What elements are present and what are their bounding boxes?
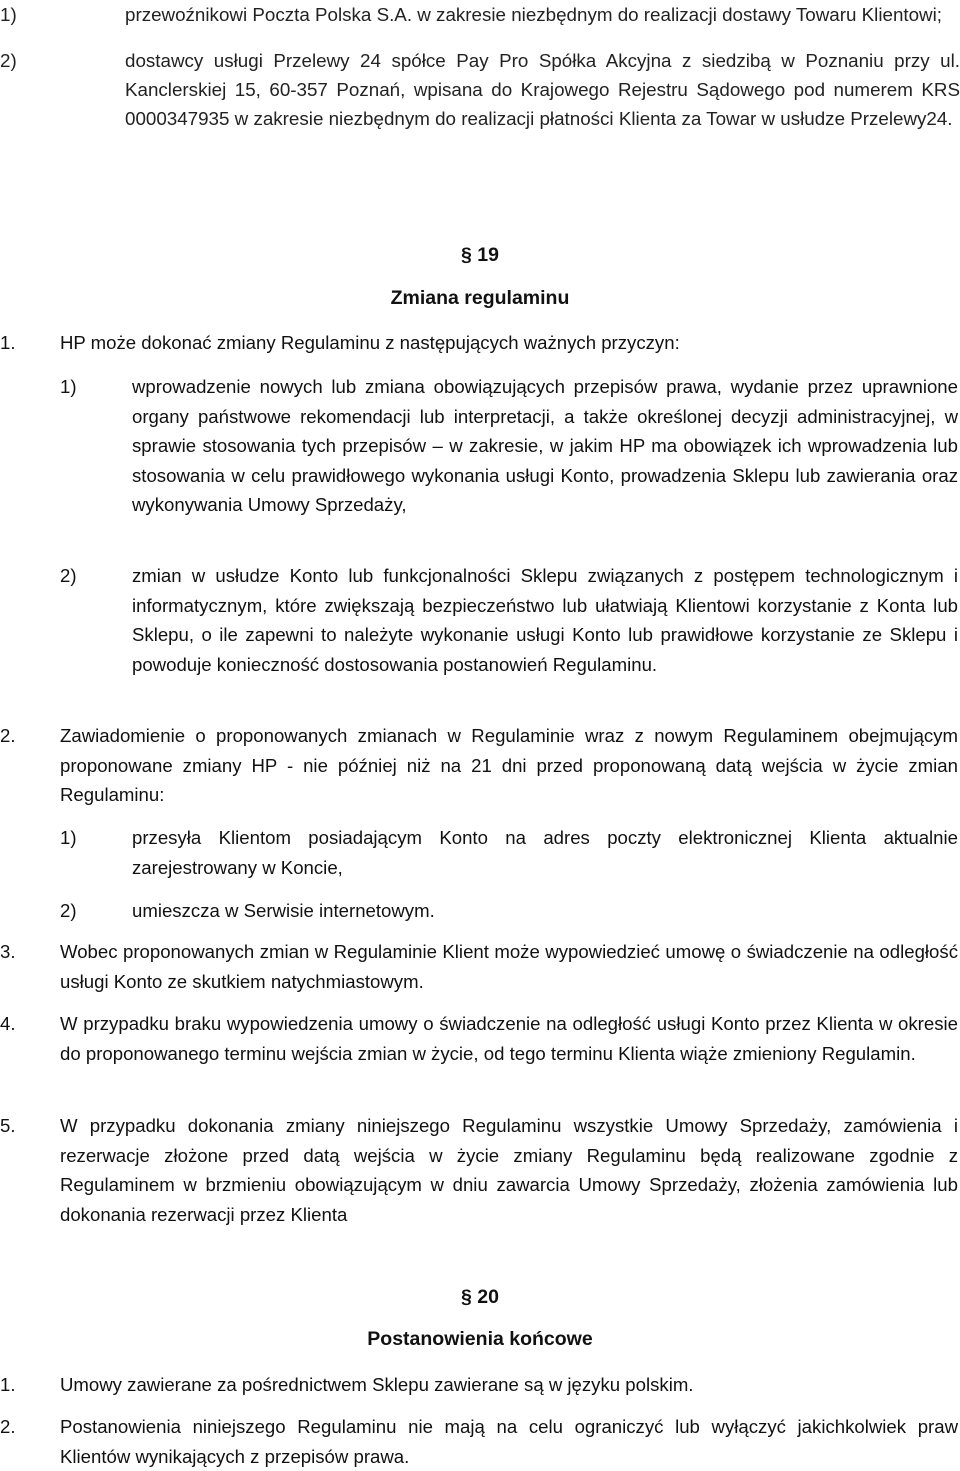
sub-item — [60, 823, 958, 882]
paragraph-text: HP może dokonać zmiany Regulaminu z następujących ważnych przyczyn: — [60, 332, 680, 353]
sub-item-number: 2) — [60, 565, 77, 586]
paragraph-number: 5. — [0, 1115, 16, 1136]
paragraph — [0, 1412, 958, 1471]
sub-item-text: umieszcza w Serwisie internetowym. — [132, 900, 435, 921]
paragraph — [0, 721, 958, 810]
paragraph-number: 2. — [0, 1416, 16, 1437]
paragraph — [0, 328, 960, 358]
sub-item-number: 1) — [60, 376, 77, 397]
sub-item-text: przesyła Klientom posiadającym Konto na adres poczty elektronicznej Klienta aktualnie zarejestrowany w Koncie, — [132, 827, 958, 878]
paragraph-number: 4. — [0, 1013, 16, 1034]
section-title: Postanowienia końcowe — [367, 1328, 593, 1350]
paragraph — [0, 937, 958, 996]
paragraph — [0, 1111, 958, 1229]
list-item-number: 2) — [0, 50, 17, 71]
list-item — [0, 46, 960, 133]
sub-item-text: zmian w usłudze Konto lub funkcjonalności Sklepu związanych z postępem technologicznym i informatycznym, które zwiększają bezpieczeństwo lub ułatwiają Klientowi korzystanie z Konta lub Sklepu, o ile zapewni to należyte wykonanie usługi Konto lub prawidłowe korzystanie ze Sklepu i powoduje konieczność dostosowania postanowień Regulaminu. — [132, 565, 958, 675]
paragraph-text: Umowy zawierane za pośrednictwem Sklepu zawierane są w języku polskim. — [60, 1374, 694, 1395]
sub-item — [60, 561, 958, 679]
paragraph-number: 1. — [0, 332, 16, 353]
paragraph-text: Zawiadomienie o proponowanych zmianach w Regulaminie wraz z nowym Regulaminem obejmującym proponowane zmiany HP - nie później niż na 21 dni przed proponowaną datą wejścia w życie zmian Regulaminu: — [60, 725, 958, 805]
paragraph-number: 1. — [0, 1374, 16, 1395]
list-item-number: 1) — [0, 4, 17, 25]
list-item-text: dostawcy usługi Przelewy 24 spółce Pay Pro Spółka Akcyjna z siedzibą w Poznaniu przy ul. Kanclerskiej 15, 60-357 Poznań, wpisana do Krajowego Rejestru Sądowego pod numerem KRS 0000347935 w zakresie niezbędnym do realizacji płatności Klienta za Towar w usłudze Przelewy24. — [125, 50, 960, 129]
paragraph-number: 2. — [0, 725, 16, 746]
section-number: § 20 — [461, 1286, 499, 1308]
paragraph — [0, 1009, 958, 1068]
list-item — [0, 0, 960, 29]
paragraph-text: W przypadku dokonania zmiany niniejszego Regulaminu wszystkie Umowy Sprzedaży, zamówienia i rezerwacje złożone przed datą wejścia w życie zmiany Regulaminu będą realizowane zgodnie z Regulaminem w brzmieniu obowiązującym w dniu zawarcia Umowy Sprzedaży, złożenia zamówienia lub dokonania rezerwacji przez Klienta — [60, 1115, 958, 1225]
sub-item — [60, 896, 958, 926]
sub-item-number: 2) — [60, 900, 77, 921]
paragraph — [0, 1370, 958, 1400]
paragraph-text: W przypadku braku wypowiedzenia umowy o świadczenie na odległość usługi Konto przez Klienta w okresie do proponowanego terminu wejścia zmian w życie, od tego terminu Klienta wiąże zmieniony Regulamin. — [60, 1013, 958, 1064]
sub-item-text: wprowadzenie nowych lub zmiana obowiązujących przepisów prawa, wydanie przez uprawnione organy państwowe rekomendacji lub interpretacji, a także określonej decyzji administracyjnej, w sprawie stosowania tych przepisów – w zakresie, w jakim HP ma obowiązek ich wprowadzenia lub stosowania w celu prawidłowego wykonania usługi Konto, prowadzenia Sklepu lub zawierania oraz wykonywania Umowy Sprzedaży, — [132, 376, 958, 515]
paragraph-text: Wobec proponowanych zmian w Regulaminie Klient może wypowiedzieć umowę o świadczenie na odległość usługi Konto ze skutkiem natychmiastowym. — [60, 941, 958, 992]
list-item-text: przewoźnikowi Poczta Polska S.A. w zakresie niezbędnym do realizacji dostawy Towaru Klientowi; — [125, 4, 943, 25]
paragraph-number: 3. — [0, 941, 16, 962]
section-number: § 19 — [461, 244, 499, 266]
sub-item — [60, 372, 958, 520]
sub-item-number: 1) — [60, 827, 77, 848]
section-title: Zmiana regulaminu — [390, 287, 570, 309]
paragraph-text: Postanowienia niniejszego Regulaminu nie mają na celu ograniczyć lub wyłączyć jakichkolwiek praw Klientów wynikających z przepisów prawa. — [60, 1416, 958, 1467]
